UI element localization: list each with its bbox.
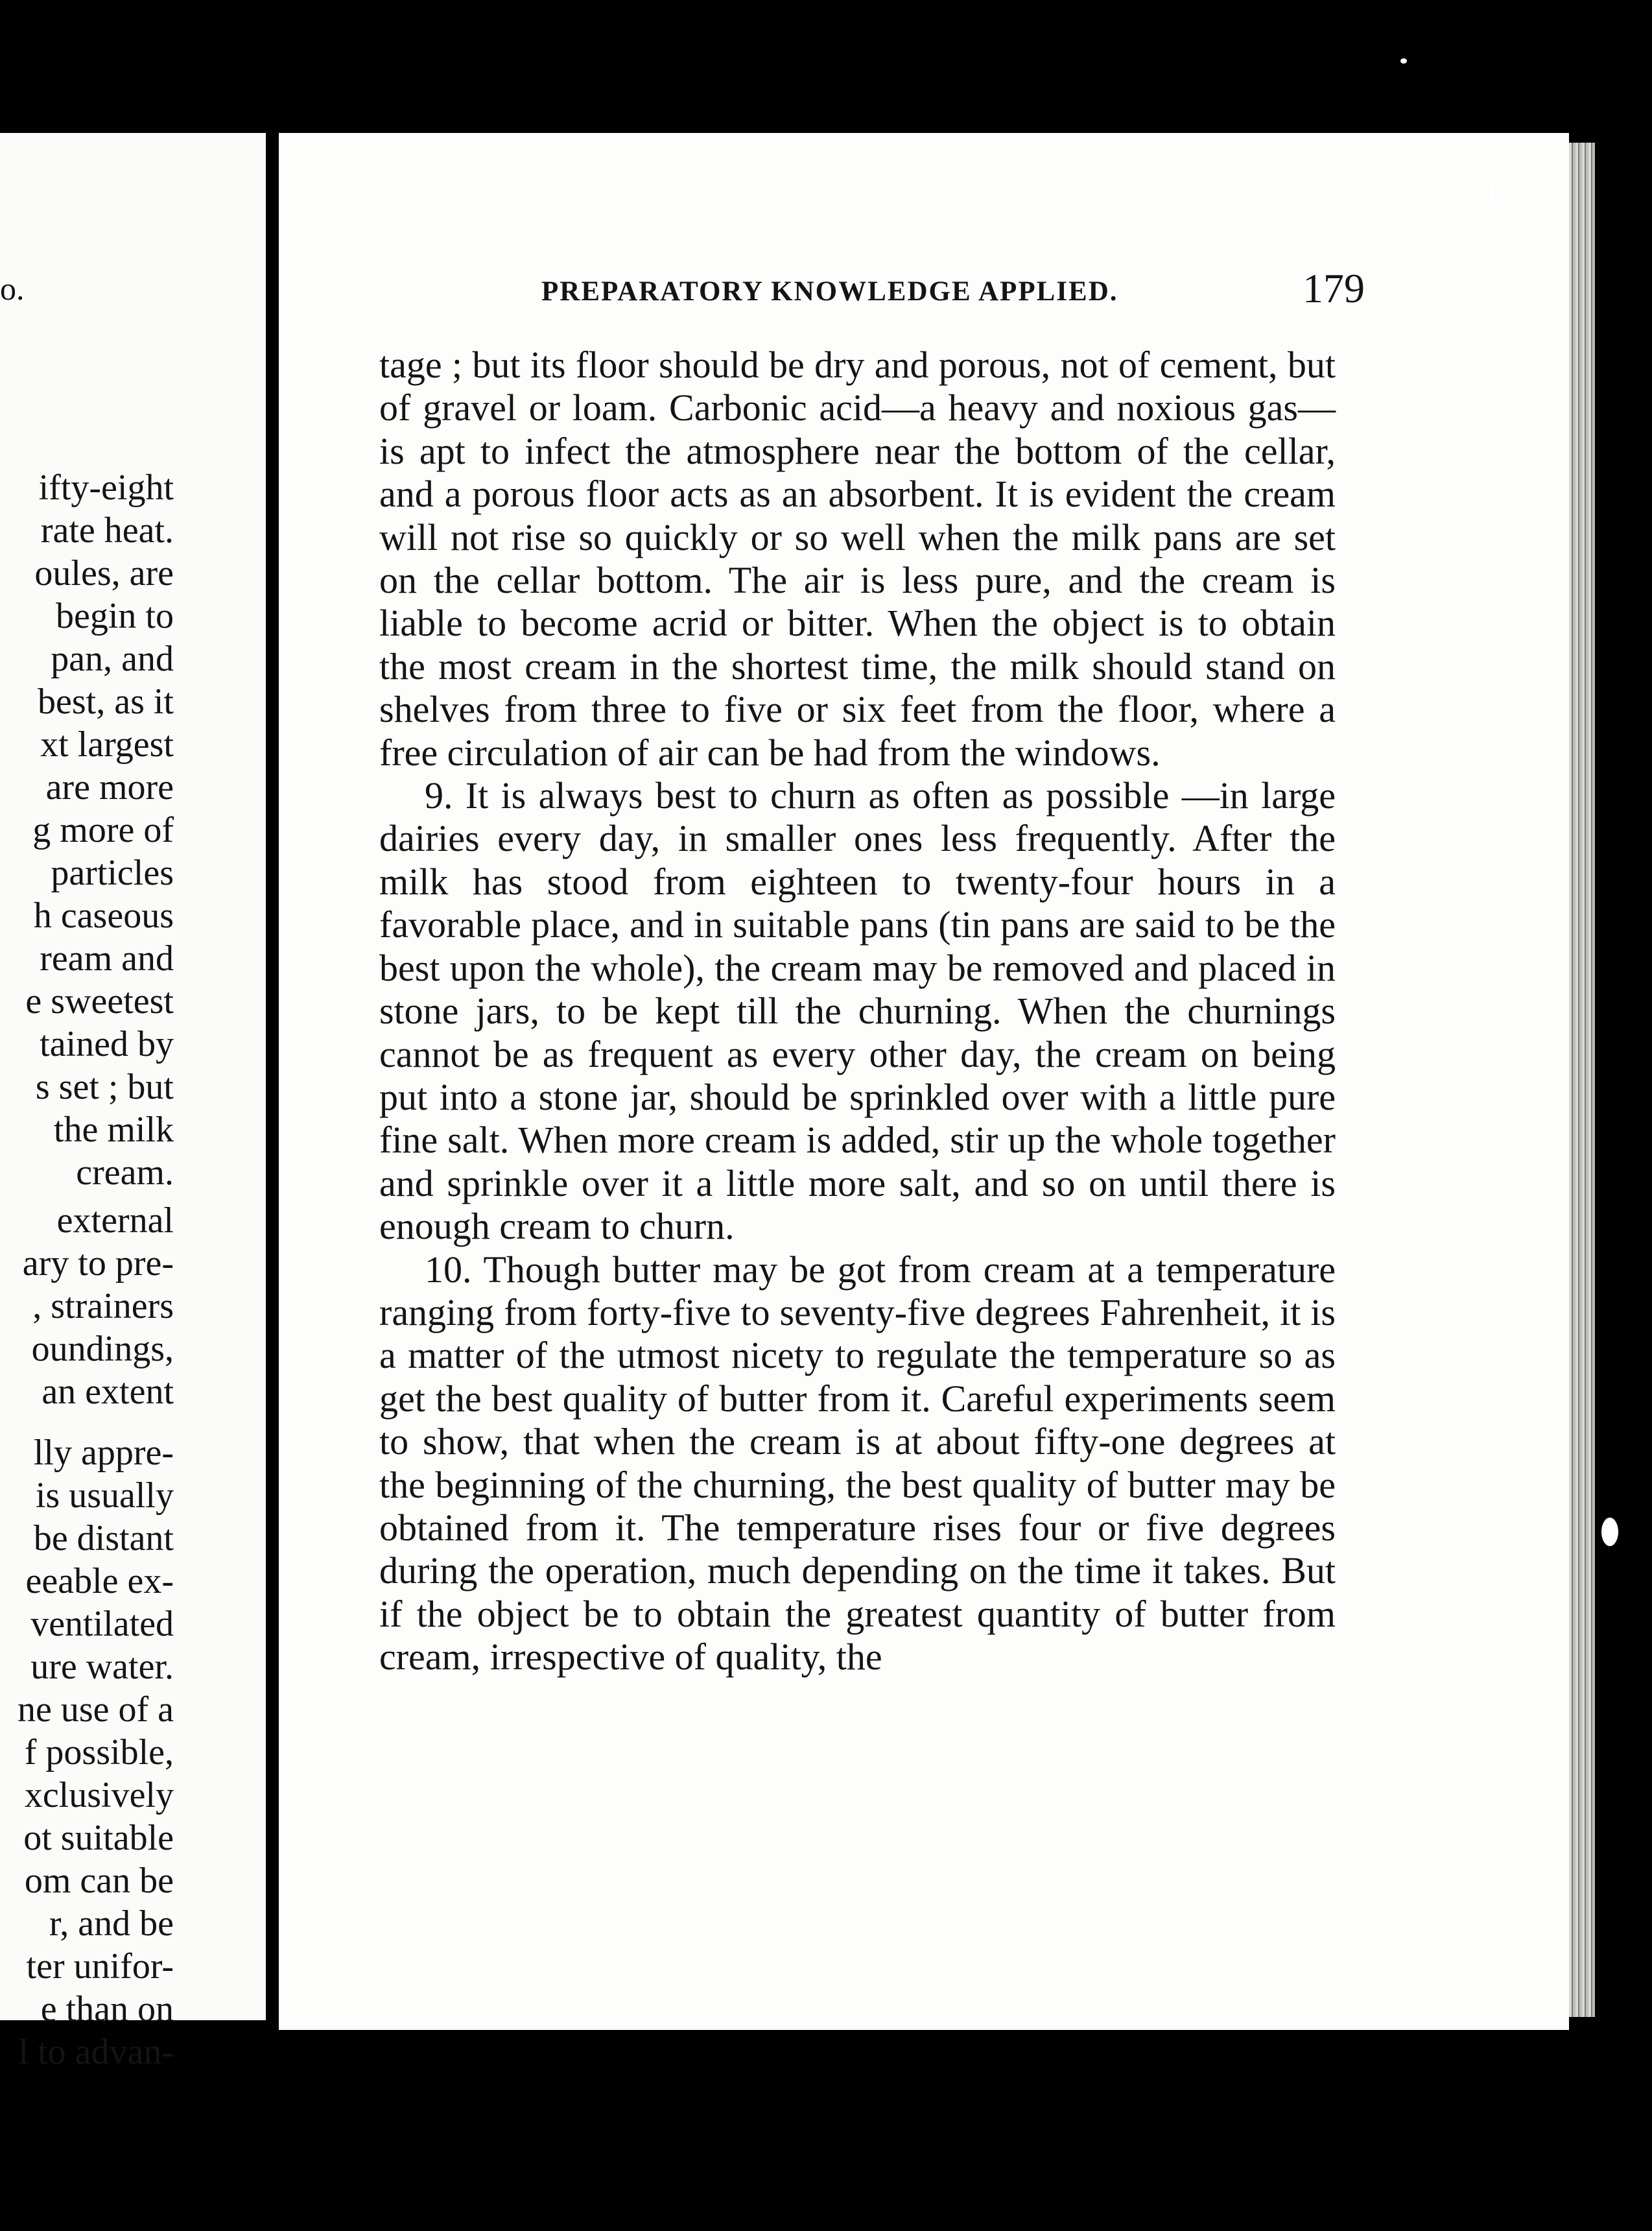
left-page-line: tained by	[40, 1024, 174, 1064]
left-page-line: best, as it	[38, 682, 174, 722]
left-page-header-fragment: o.	[0, 270, 25, 307]
dust-speck	[1601, 1518, 1618, 1546]
left-page-line: oundings,	[31, 1329, 174, 1369]
left-page-line: an extent	[41, 1372, 174, 1412]
left-page-line: g more of	[32, 810, 174, 850]
left-page-line: external	[56, 1200, 174, 1241]
paragraph: 10. Though butter may be got from cream at a temperature ranging from forty-five to seventy-five degrees Fahrenheit, it is a matter of the utmost nicety to regulate the temperature so as get the best quality of butter from it. Careful experiments seem to show, that when the cream is at about fifty-one degrees at the beginning of the churning, the best quality of butter may be obtained from it. The temperature rises four or five degrees during the operation, much depending on the time it takes. But if the object be to obtain the greatest quantity of butter from cream, irrespective of quality, the	[379, 1248, 1336, 1678]
left-page-line: is usually	[35, 1475, 174, 1516]
left-page-line: rate heat.	[40, 510, 174, 551]
left-page-line: s set ; but	[35, 1067, 174, 1107]
left-page-line: particles	[51, 853, 174, 893]
left-page-line: cream.	[76, 1152, 174, 1193]
left-page-line: e than on	[40, 1989, 174, 2029]
left-page-line: f possible,	[24, 1732, 174, 1772]
left-page-line: the milk	[53, 1110, 174, 1150]
paragraph: tage ; but its floor should be dry and porous, not of cement, but of gravel or loam. Carbonic acid—a heavy and noxious gas—is apt to infect the atmosphere near the bottom of the cellar, and a porous floor acts as an absorbent. It is evident the cream will not rise so quickly or so well when the milk pans are set on the cellar bottom. The air is less pure, and the cream is liable to become acrid or bitter. When the object is to obtain the most cream in the shortest time, the milk should stand on shelves from three to five or six feet from the floor, where a free circulation of air can be had from the windows.	[379, 344, 1336, 774]
left-page-line: ter unifor-	[26, 1946, 174, 1986]
left-page-line: , strainers	[32, 1286, 174, 1326]
left-page-line: ot suitable	[23, 1818, 174, 1858]
left-page-line: pan, and	[51, 639, 174, 679]
left-page-line: ream and	[40, 938, 174, 979]
left-page-line: r, and be	[49, 1903, 174, 1944]
left-page-line: ne use of a	[17, 1689, 174, 1730]
left-page	[0, 133, 266, 2072]
dust-speck	[1491, 185, 1495, 204]
left-page-line: om can be	[24, 1861, 174, 1901]
running-head: PREPARATORY KNOWLEDGE APPLIED.	[541, 276, 1118, 307]
left-page-line: l to advan-	[18, 2032, 174, 2072]
left-page-line: be distant	[33, 1518, 174, 1558]
left-page-line: are more	[45, 767, 174, 807]
left-page-line: eeable ex-	[25, 1561, 174, 1601]
left-page-line: lly appre-	[33, 1433, 174, 1473]
left-page-line: xclusively	[24, 1775, 174, 1815]
left-page-line: ifty-eight	[38, 468, 174, 508]
paragraph: 9. It is always best to churn as often as possible —in large dairies every day, in smaller ones less frequently. After the milk has stood from eighteen to twenty-four hours in a favorable place, and in suitable pans (tin pans are said to be the best upon the whole), the cream may be removed and placed in stone jars, to be kept till the churning. When the churnings cannot be as frequent as every other day, the cream on being put into a stone jar, should be sprinkled over with a little pure fine salt. When more cream is added, stir up the whole together and sprinkle over it a little more salt, and so on until there is enough cream to churn.	[379, 774, 1336, 1248]
left-page-line: oules, are	[34, 553, 174, 593]
page-number: 179	[1303, 265, 1365, 311]
left-page-line: xt largest	[40, 724, 174, 765]
left-page-line: begin to	[56, 596, 174, 636]
page-edges	[1569, 143, 1595, 2017]
dust-speck	[1400, 58, 1407, 64]
left-page-line: h caseous	[33, 896, 174, 936]
left-page-line: e sweetest	[25, 981, 174, 1021]
body-text	[379, 344, 1336, 1679]
left-page-line: ventilated	[30, 1604, 174, 1644]
left-page-line: ure water.	[30, 1647, 174, 1687]
left-page-text-lines	[0, 466, 174, 2073]
left-page-line: ary to pre-	[22, 1243, 174, 1283]
